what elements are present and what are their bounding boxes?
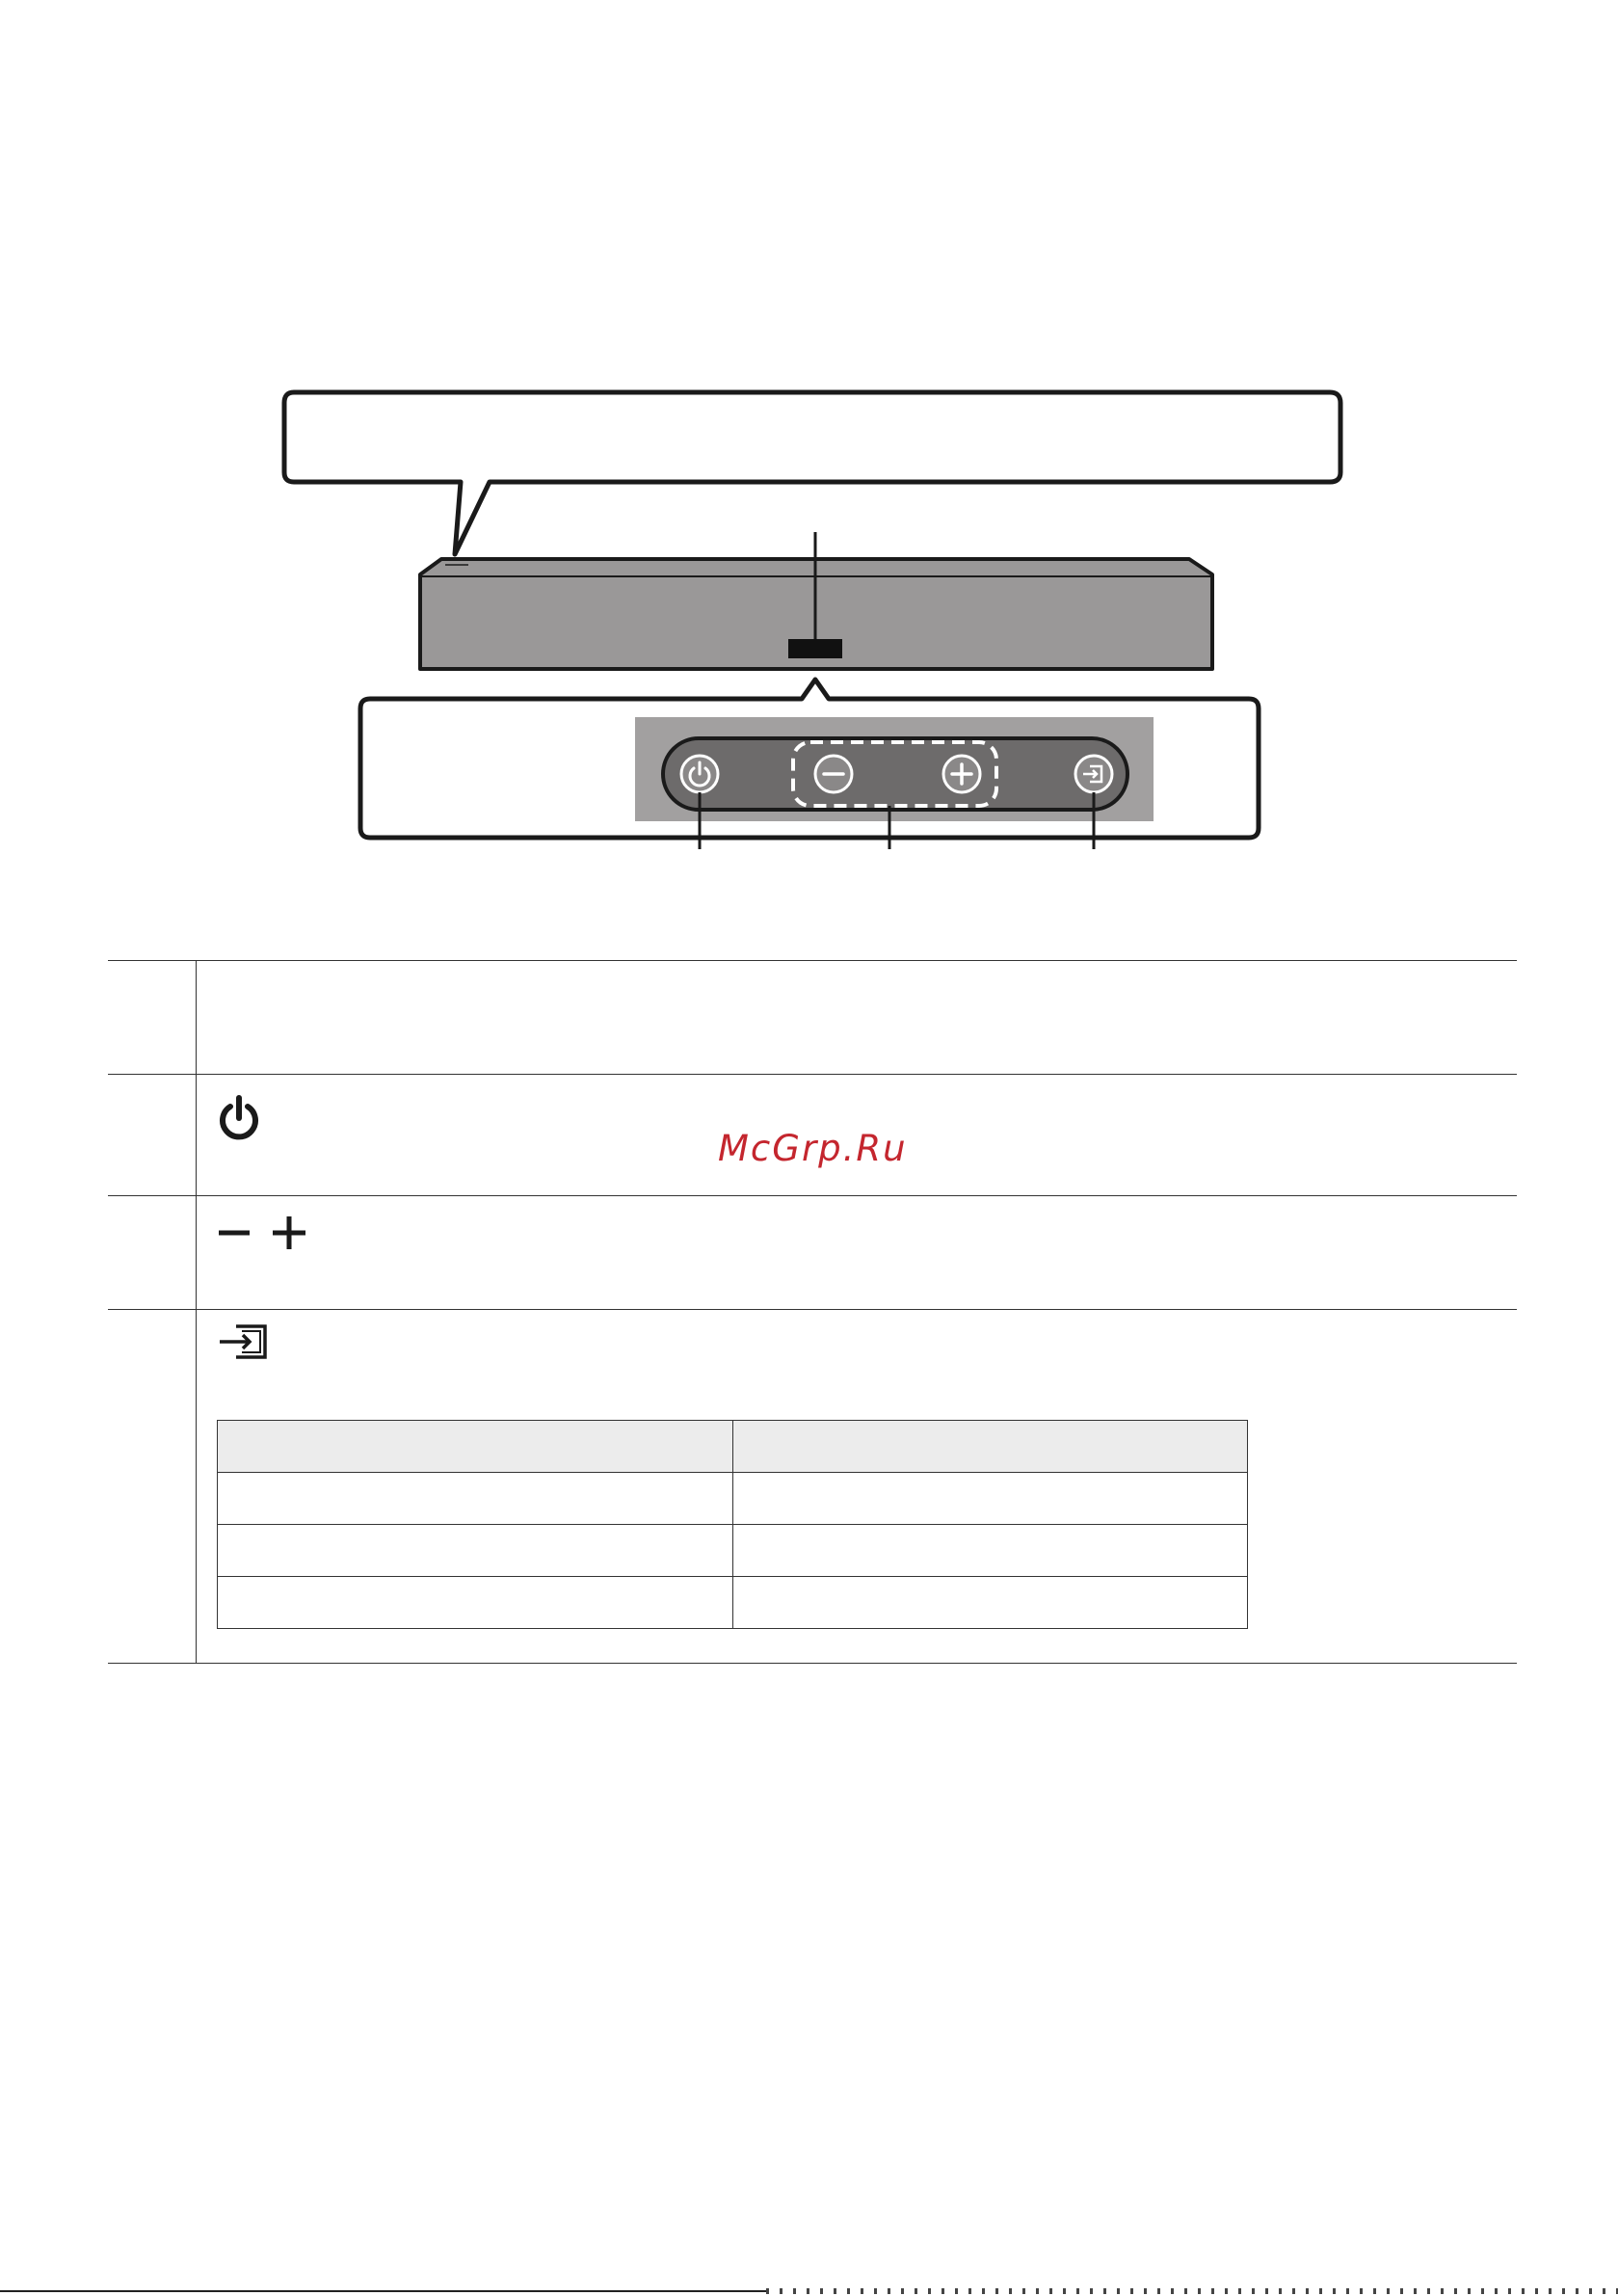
power-icon bbox=[217, 1095, 261, 1141]
table-rule-row1 bbox=[108, 1074, 1517, 1075]
mode-table-row bbox=[218, 1525, 1248, 1577]
source-button[interactable] bbox=[1075, 756, 1112, 792]
display-window bbox=[788, 639, 842, 658]
mode-table-cell bbox=[732, 1525, 1248, 1577]
volume-minus-icon bbox=[217, 1218, 252, 1247]
mode-table-row bbox=[218, 1577, 1248, 1629]
table-rule-row3 bbox=[108, 1309, 1517, 1310]
mode-table-cell bbox=[732, 1577, 1248, 1629]
mode-table-header bbox=[218, 1421, 1248, 1473]
table-rule-row2 bbox=[108, 1195, 1517, 1196]
power-button[interactable] bbox=[681, 756, 718, 792]
mode-table bbox=[217, 1420, 1248, 1629]
source-icon bbox=[217, 1322, 271, 1361]
mode-table-header-cell bbox=[218, 1421, 733, 1473]
footer-dotted-rule bbox=[766, 2288, 1618, 2294]
volume-plus-icon bbox=[271, 1214, 307, 1252]
mode-table-cell bbox=[218, 1577, 733, 1629]
table-column-divider bbox=[196, 960, 197, 1663]
volume-down-button[interactable] bbox=[815, 756, 852, 792]
button-strip bbox=[663, 738, 1127, 810]
mode-table-cell bbox=[732, 1473, 1248, 1525]
mode-table-row bbox=[218, 1473, 1248, 1525]
soundbar-diagram bbox=[0, 0, 1618, 906]
watermark: McGrp.Ru bbox=[718, 1128, 908, 1169]
mode-table-cell bbox=[218, 1473, 733, 1525]
table-rule-bottom bbox=[108, 1663, 1517, 1664]
mode-table-header-cell bbox=[732, 1421, 1248, 1473]
top-callout-bubble bbox=[284, 392, 1340, 554]
footer-rule bbox=[0, 2290, 766, 2292]
mode-table-cell bbox=[218, 1525, 733, 1577]
volume-up-button[interactable] bbox=[943, 756, 980, 792]
table-rule-top bbox=[108, 960, 1517, 961]
